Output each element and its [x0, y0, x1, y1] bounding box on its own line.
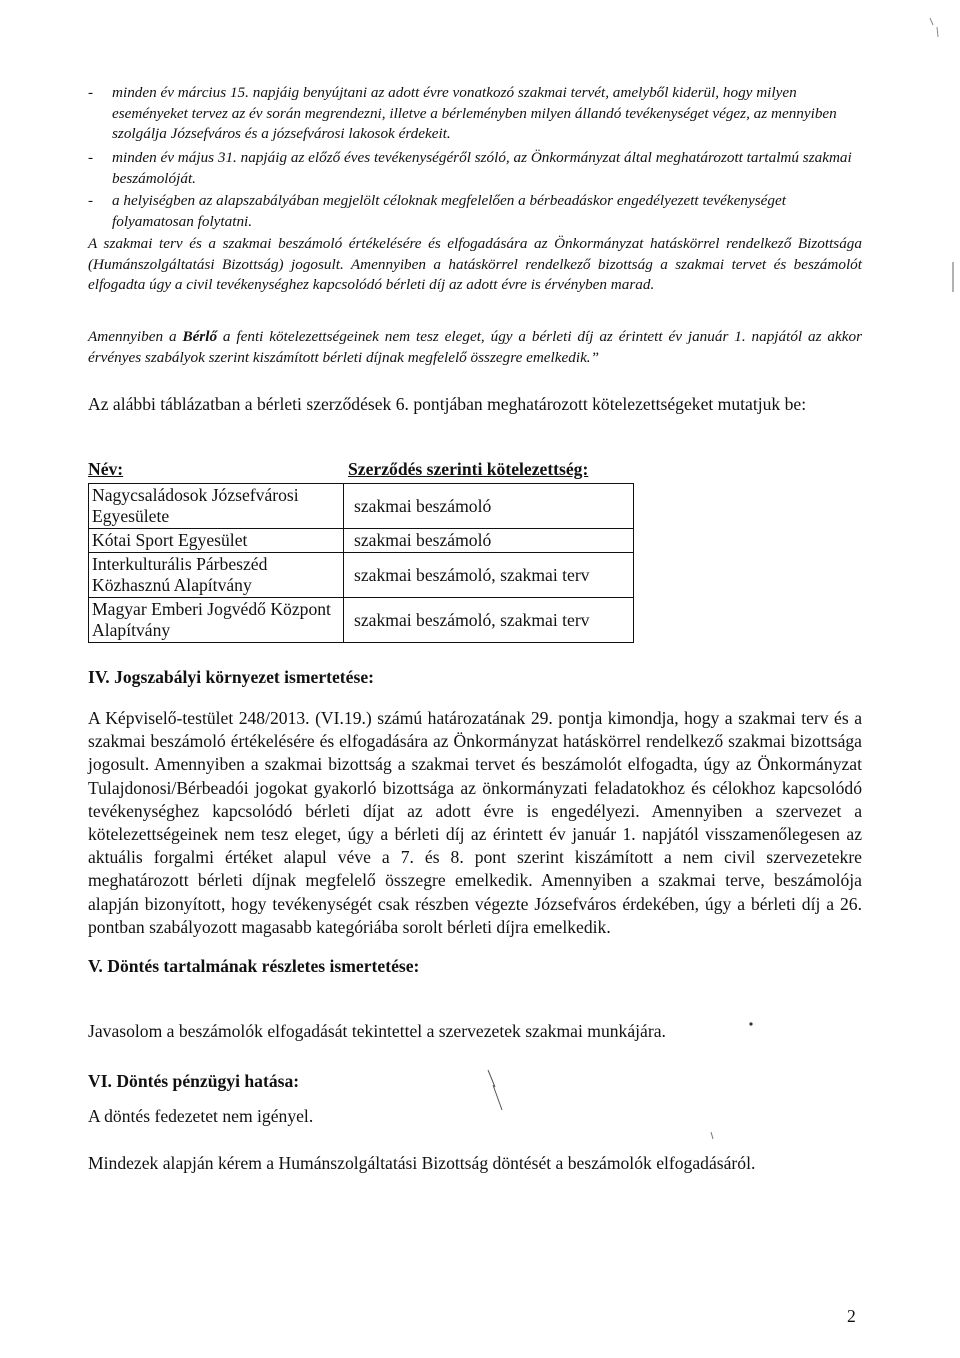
table-cell-obligation: szakmai beszámoló: [344, 484, 634, 529]
section-v-text: Javasolom a beszámolók elfogadását tekintettel a szervezetek szakmai munkájára.: [88, 1021, 666, 1041]
tenant-text-post: a fenti kötelezettségeinek nem tesz eleget, úgy a bérleti díj az érintett év január 1. napjától az akkor érvényes szabályok szerint kiszámított bérleti díjnak megfelelő összegre emelkedik.”: [88, 328, 863, 366]
section-vi-title: VI. Döntés pénzügyi hatása:: [88, 1071, 300, 1091]
bullet-dash: -: [88, 149, 94, 166]
section-iv-text: A Képviselő-testület 248/2013. (VI.19.) számú határozatának 29. pontja kimondja, hogy a szakmai terv és a szakmai beszámoló értékelésére és elfogadására az Önkormányzat hatáskörrel rendelkező szakmai bizottsága jogosult. Amennyiben a szakmai bizottság a szakmai tervet és beszámolót elfogadta, úgy az Önkormányzat Tulajdonosi/Bérbeadói jogokat gyakorló bizottsága az önkormányzati feladatokhoz és célokhoz kapcsolódó tevékenységhez kapcsolódó bérleti díjat az adott évre is engedélyezi. Amennyiben a szervezet a kötelezettségeinek nem tesz eleget, úgy a bérleti díj az érintett év január 1. napjától visszamenőlegesen az aktuális forgalmi értéket alapul véve a 7. és 8. pont szerint kiszámított a nem civil szervezetekre meghatározott bérleti díjnak megfelelő összegre emelkedik. Amennyiben a szakmai terve, beszámolója alapján bizonyított, hogy tevékenységét csak részben végezte Józsefváros érdekében, úgy a bérleti díj a 26. pontban szabályozott magasabb kategóriába sorolt bérleti díjra emelkedik.: [88, 708, 862, 937]
scan-mark-icon: [485, 1065, 515, 1115]
closing-sentence: Mindezek alapján kérem a Humánszolgáltatási Bizottság döntését a beszámolók elfogadásáról.: [88, 1153, 756, 1173]
bullet-item-2: [88, 148, 866, 189]
scan-mark-icon: [745, 1018, 757, 1030]
scan-mark-icon: [925, 15, 947, 45]
table-header-name: Név:: [88, 459, 124, 479]
bullet-text: a helyiségben az alapszabályában megjelölt céloknak megfelelően a bérbeadáskor engedélyezett tevékenységet folyamatosan folytatni.: [112, 192, 786, 230]
tenant-text-pre: Amennyiben a: [88, 328, 183, 345]
section-iv-title: IV. Jogszabályi környezet ismertetése:: [88, 667, 374, 687]
table-cell-obligation: szakmai beszámoló, szakmai terv: [344, 553, 634, 598]
section-v-title: V. Döntés tartalmának részletes ismertetése:: [88, 956, 420, 976]
page-number: 2: [847, 1306, 856, 1326]
italic-paragraph-committee: A szakmai terv és a szakmai beszámoló értékelésére és elfogadására az Önkormányzat hatáskörrel rendelkező Bizottsága (Humánszolgáltatási Bizottság) jogosult. Amennyiben a hatáskörrel rendelkező bizottság a szakmai tervet és beszámolót elfogadta úgy a civil tevékenységhez kapcsolódó bérleti díj az adott évre is érvényben marad.: [88, 235, 862, 293]
bullet-dash: -: [88, 192, 94, 209]
table-cell-obligation: szakmai beszámoló: [344, 529, 634, 553]
table-header-obligation: Szerződés szerinti kötelezettség:: [348, 459, 589, 479]
table-cell-name: Kótai Sport Egyesület: [89, 529, 344, 553]
bullet-text: minden év március 15. napjáig benyújtani az adott évre vonatkozó szakmai tervét, amelyből kiderül, hogy milyen eseményeket tervez az év során megrendezni, illetve a bérleményben milyen állandó tevékenységet végez, az mennyiben szolgálja Józsefváros és a józsefvárosi lakosok érdekeit.: [112, 84, 837, 142]
table-row: [89, 529, 634, 553]
scan-mark-icon: [708, 1130, 718, 1144]
bullet-item-3: [88, 191, 866, 232]
table-cell-obligation: szakmai beszámoló, szakmai terv: [344, 598, 634, 643]
scan-edge-line: [951, 262, 955, 292]
table-cell-name: Nagycsaládosok Józsefvárosi Egyesülete: [89, 484, 344, 529]
table-row: [89, 484, 634, 529]
obligations-table: [88, 483, 634, 643]
table-intro: Az alábbi táblázatban a bérleti szerződések 6. pontjában meghatározott kötelezettségeket mutatjuk be:: [88, 394, 807, 414]
bullet-item-1: [88, 83, 866, 145]
table-row: [89, 598, 634, 643]
table-cell-name: Magyar Emberi Jogvédő Központ Alapítvány: [89, 598, 344, 643]
section-vi-text: A döntés fedezetet nem igényel.: [88, 1106, 314, 1126]
bullet-dash: -: [88, 84, 94, 101]
bullet-text: minden év május 31. napjáig az előző éves tevékenységéről szóló, az Önkormányzat által meghatározott tartalmú szakmai beszámolóját.: [112, 149, 852, 187]
table-cell-name: Interkulturális Párbeszéd Közhasznú Alapítvány: [89, 553, 344, 598]
italic-paragraph-tenant: [88, 327, 862, 368]
tenant-word: Bérlő: [182, 328, 218, 345]
table-row: [89, 553, 634, 598]
